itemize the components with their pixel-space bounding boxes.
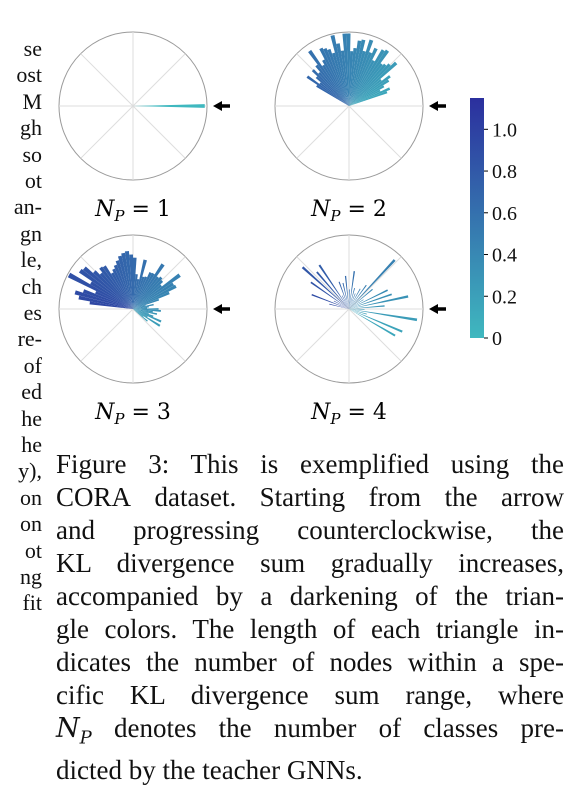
colorbar-tick-label: 0 (492, 328, 502, 350)
caption-line (56, 481, 564, 514)
left-column-fragment: ot (24, 168, 42, 193)
polar-panel-3 (59, 235, 230, 428)
start-arrow-icon (213, 101, 230, 111)
polar-gridline (133, 309, 185, 361)
colorbar-tick-label: 0.4 (492, 244, 517, 267)
figure-caption (56, 448, 564, 787)
polar-gridline (297, 309, 349, 361)
left-column-fragment: ng (20, 564, 42, 589)
polar-gridline (81, 106, 133, 158)
dataset-name: CORA (56, 482, 132, 512)
panel-label-np: $N_P = 4$ (311, 400, 387, 428)
left-column-fragment: le, (20, 247, 42, 273)
colorbar (470, 98, 484, 338)
colorbar-tick-label: 0.8 (492, 161, 517, 184)
left-column-fragment: ost (16, 62, 42, 88)
caption-line-rest: denotes the number of classes pre- (91, 713, 564, 743)
kl-triangle-bar (349, 259, 396, 309)
panel-label-np: $N_P = 2$ (311, 197, 387, 225)
left-column-fragment: on (20, 511, 42, 537)
left-column-fragment: gn (20, 220, 42, 246)
left-column-fragment: fit (22, 590, 42, 616)
polar-panel-2 (275, 32, 446, 225)
colorbar-tick-label: 0.2 (492, 286, 517, 309)
start-arrow-icon (429, 101, 446, 111)
start-arrow-icon (429, 304, 446, 314)
left-column-fragment: ch (21, 273, 42, 299)
caption-line: gle colors. The length of each triangle in- (56, 614, 564, 644)
left-column-fragment: se (23, 36, 42, 61)
polar-gridline (297, 106, 349, 158)
caption-line: cific KL divergence sum range, where (56, 680, 564, 710)
left-column-fragment: ed (21, 379, 42, 405)
panel-label-np: $N_P = 3$ (95, 400, 171, 428)
caption-line: and progressing counterclockwise, the (56, 515, 564, 545)
left-column-fragment: M (22, 88, 42, 114)
caption-line: dicted by the teacher GNNs. (56, 755, 363, 786)
np-symbol: $N_P$ (56, 713, 92, 749)
caption-line: Figure 3: This is exemplified using the (56, 449, 564, 479)
kl-triangle-bar (319, 264, 349, 309)
polar-gridline (133, 54, 185, 106)
left-column-fragment: gh (20, 115, 42, 141)
panel-label-np: $N_P = 1$ (95, 197, 171, 225)
polar-histogram-panels (44, 20, 564, 440)
left-column-text (0, 28, 44, 616)
caption-line: accompanied by a darkening of the trian- (56, 581, 564, 611)
caption-line (56, 712, 564, 754)
left-column-fragment: he (21, 405, 42, 431)
colorbar-tick-label: 1.0 (492, 119, 517, 142)
caption-line: KL divergence sum gradually increases, (56, 548, 564, 578)
kl-triangle-bar (133, 104, 205, 108)
left-column-fragment: so (22, 141, 42, 167)
left-column-fragment: y), (18, 458, 42, 484)
figure-3 (44, 20, 564, 440)
polar-panel-1 (59, 32, 230, 225)
left-column-fragment: an- (13, 194, 42, 220)
colorbar-tick-label: 0.6 (492, 202, 517, 225)
polar-gridline (349, 257, 401, 309)
polar-gridline (81, 309, 133, 361)
caption-line: dicates the number of nodes within a spe- (56, 647, 564, 677)
start-arrow-icon (213, 304, 230, 314)
polar-gridline (81, 54, 133, 106)
caption-line-rest: dataset. Starting from the arrow (131, 482, 564, 512)
left-column-fragment: on (20, 484, 42, 510)
left-column-fragment: he (21, 432, 42, 457)
left-column-fragment: es (23, 300, 42, 325)
kl-triangle-bar (349, 309, 403, 333)
left-column-fragment: of (23, 352, 42, 378)
left-column-fragment: re- (17, 326, 42, 352)
left-column-fragment: ot (24, 537, 42, 563)
polar-gridline (349, 106, 401, 158)
polar-gridline (297, 257, 349, 309)
polar-panel-4 (275, 235, 446, 428)
polar-gridline (133, 106, 185, 158)
